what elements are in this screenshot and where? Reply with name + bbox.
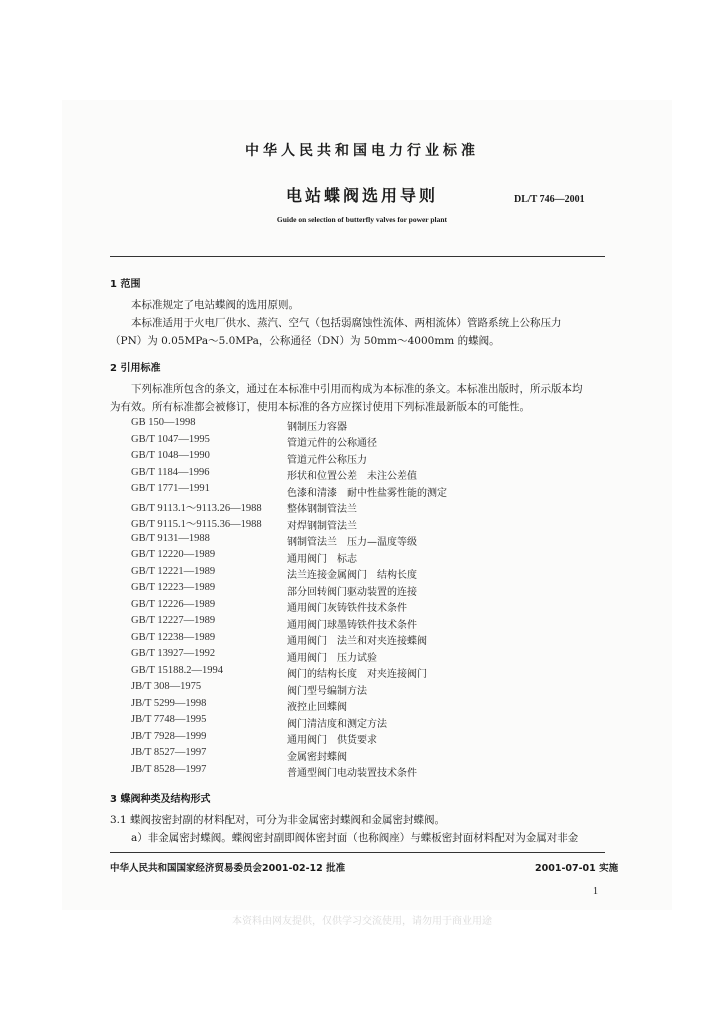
reference-code: GB/T 12227—1989 xyxy=(131,615,216,626)
reference-title: 通用阀门 压力试验 xyxy=(287,652,377,664)
reference-code: GB/T 9115.1～9115.36—1988 xyxy=(131,519,262,530)
reference-title: 钢制管法兰 压力—温度等级 xyxy=(287,537,417,548)
reference-code: GB/T 1771—1991 xyxy=(131,483,210,494)
section-2-heading: 2 引用标准 xyxy=(110,363,161,374)
reference-title: 阀门清洁度和测定方法 xyxy=(287,718,387,730)
document-title: 电站蝶阀选用导则 xyxy=(285,186,438,205)
issuing-organization: 中华人民共和国电力行业标准 xyxy=(245,143,479,159)
reference-code: JB/T 7748—1995 xyxy=(131,714,207,725)
reference-title: 整体钢制管法兰 xyxy=(287,504,357,515)
reference-title: 色漆和清漆 耐中性盐雾性能的测定 xyxy=(287,487,447,499)
section-3-1-a-text: a）非金属密封蝶阀。蝶阀密封副即阀体密封面（也称阀座）与蝶板密封面材料配对为金属对非金 xyxy=(131,832,579,844)
reference-title: 通用阀门球墨铸铁件技术条件 xyxy=(287,619,417,631)
reference-code: GB/T 12223—1989 xyxy=(131,582,216,593)
reference-code: GB/T 1047—1995 xyxy=(131,433,210,445)
section-3-heading: 3 蝶阀种类及结构形式 xyxy=(110,794,211,805)
effective-date: 2001-07-01 实施 xyxy=(535,863,619,874)
reference-code: GB/T 12238—1989 xyxy=(131,631,216,643)
reference-code: GB/T 15188.2—1994 xyxy=(131,664,223,676)
reference-title: 部分回转阀门驱动装置的连接 xyxy=(287,586,417,598)
standard-number: DL/T 746—2001 xyxy=(514,194,585,205)
reference-code: GB 150—1998 xyxy=(131,417,196,428)
section-1-heading: 1 范围 xyxy=(110,279,141,290)
section-1-paragraph: 本标准适用于火电厂供水、蒸汽、空气（包括弱腐蚀性流体、两相流体）管路系统上公称压力 xyxy=(131,317,562,329)
reference-title: 法兰连接金属阀门 结构长度 xyxy=(287,570,417,581)
reference-code: GB/T 1048—1990 xyxy=(131,450,210,461)
reference-title: 通用阀门 标志 xyxy=(287,553,357,565)
section-2-intro: 为有效。所有标准都会被修订，使用本标准的各方应探讨使用下列标准最新版本的可能性。 xyxy=(110,401,530,413)
section-1-paragraph: （PN）为 0.05MPa～5.0MPa，公称通径（DN）为 50mm～4000mm 的蝶阀。 xyxy=(110,335,500,347)
reference-title: 形状和位置公差 未注公差值 xyxy=(287,471,417,482)
reference-title: 通用阀门 法兰和对夹连接蝶阀 xyxy=(287,636,427,647)
reference-title: 钢制压力容器 xyxy=(287,421,347,433)
reference-title: 管道元件的公称通径 xyxy=(287,438,377,449)
footer-divider xyxy=(110,852,605,853)
reference-code: GB/T 12220—1989 xyxy=(131,549,216,560)
reference-title: 对焊钢制管法兰 xyxy=(287,520,357,532)
reference-code: JB/T 308—1975 xyxy=(131,681,202,692)
reference-code: GB/T 13927—1992 xyxy=(131,648,216,659)
page-number: 1 xyxy=(593,886,598,897)
reference-code: GB/T 9131—1988 xyxy=(131,532,210,544)
reference-title: 通用阀门灰铸铁件技术条件 xyxy=(287,603,407,614)
reference-code: GB/T 12221—1989 xyxy=(131,565,216,577)
reference-title: 通用阀门 供货要求 xyxy=(287,735,377,746)
reference-code: JB/T 8528—1997 xyxy=(131,763,207,775)
english-title: Guide on selection of butterfly valves for power plant xyxy=(276,215,448,224)
reference-code: JB/T 5299—1998 xyxy=(131,697,207,709)
reference-title: 阀门的结构长度 对夹连接阀门 xyxy=(287,669,427,680)
watermark-note: 本资料由网友提供，仅供学习交流使用，请勿用于商业用途 xyxy=(232,916,492,927)
reference-title: 阀门型号编制方法 xyxy=(287,685,367,697)
reference-code: JB/T 8527—1997 xyxy=(131,747,207,758)
section-2-intro: 下列标准所包含的条文，通过在本标准中引用而构成为本标准的条文。本标准出版时，所示版本均 xyxy=(131,383,583,395)
reference-code: JB/T 7928—1999 xyxy=(131,730,207,742)
reference-code: GB/T 12226—1989 xyxy=(131,598,216,610)
section-3-1-text: 3.1 蝶阀按密封副的材料配对，可分为非金属密封蝶阀和金属密封蝶阀。 xyxy=(110,814,446,826)
section-1-paragraph: 本标准规定了电站蝶阀的选用原则。 xyxy=(131,299,299,311)
reference-title: 管道元件公称压力 xyxy=(287,454,367,466)
approval-note: 中华人民共和国国家经济贸易委员会2001-02-12 批准 xyxy=(110,863,346,874)
reference-code: GB/T 1184—1996 xyxy=(131,466,210,478)
reference-title: 液控止回蝶阀 xyxy=(287,702,347,713)
reference-title: 普通型阀门电动装置技术条件 xyxy=(287,768,417,779)
reference-code: GB/T 9113.1～9113.26—1988 xyxy=(131,502,262,514)
header-divider xyxy=(110,256,605,257)
reference-title: 金属密封蝶阀 xyxy=(287,751,347,763)
